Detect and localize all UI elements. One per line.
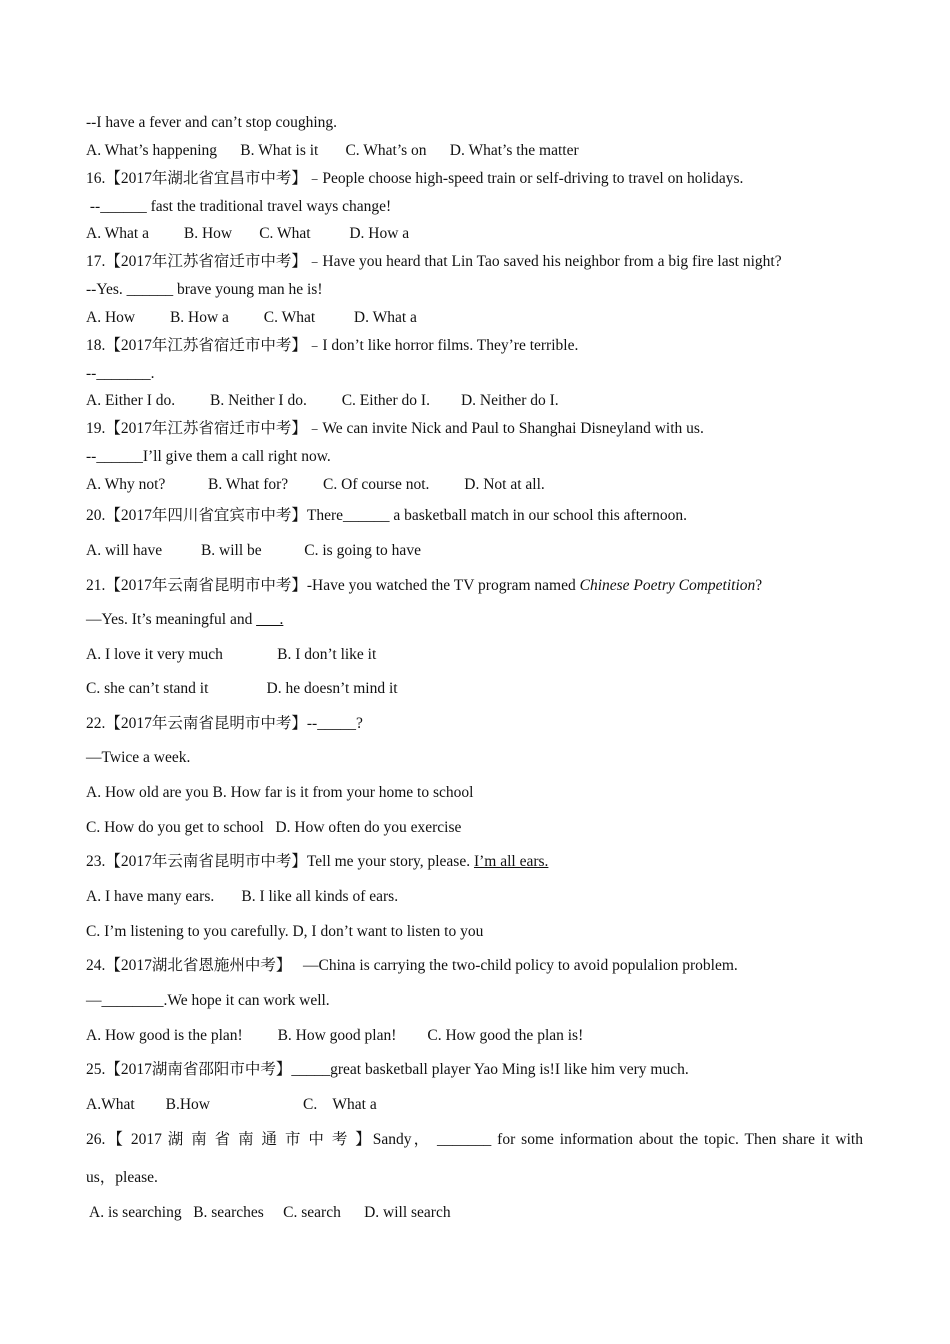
q20-options: A. will have B. will be C. is going to have	[86, 542, 421, 559]
q20-prompt: 20.【2017年四川省宜宾市中考】There______ a basketball match in our school this afternoon.	[86, 507, 687, 524]
q21-response	[86, 610, 283, 630]
q16-options: A. What a B. How C. What D. How a	[86, 225, 410, 242]
q19-options: A. Why not? B. What for? C. Of course not. D. Not at all.	[86, 476, 545, 493]
q22-prompt: 22.【2017年云南省昆明市中考】--_____?	[86, 715, 363, 732]
q19-response: --______I’ll give them a call right now.	[86, 448, 331, 465]
q21-lead: 21.【2017年云南省昆明市中考】-Have you watched the TV program named	[86, 577, 580, 594]
q21-reply-blank: ___.	[256, 611, 284, 628]
q24-options: A. How good is the plan! B. How good plan! C. How good the plan is!	[86, 1027, 584, 1044]
q21-options-ab: A. I love it very much B. I don’t like it	[86, 646, 377, 663]
q22-options-cd: C. How do you get to school D. How often do you exercise	[86, 819, 462, 836]
q15-response-line: --I have a fever and can’t stop coughing.	[86, 114, 338, 131]
q21-program-title: Chinese Poetry Competition	[579, 577, 756, 594]
q23-prompt	[86, 852, 548, 872]
q26-prompt-line2: us，please.	[86, 1169, 158, 1186]
q21-reply-lead: —Yes. It’s meaningful and	[86, 611, 257, 628]
q23-underlined-phrase: I’m all ears.	[473, 853, 549, 870]
q17-options: A. How B. How a C. What D. What a	[86, 309, 417, 326]
q16-prompt: 16.【2017年湖北省宜昌市中考】﹣People choose high-speed train or self-driving to travel on holidays.	[86, 170, 744, 187]
q26-options: A. is searching B. searches C. search D. will search	[86, 1204, 451, 1221]
q22-response: —Twice a week.	[86, 749, 191, 766]
q18-prompt: 18.【2017年江苏省宿迁市中考】﹣I don’t like horror films. They’re terrible.	[86, 337, 579, 354]
q16-response: --______ fast the traditional travel ways change!	[86, 198, 392, 215]
q23-lead: 23.【2017年云南省昆明市中考】Tell me your story, please.	[86, 853, 474, 870]
q17-prompt: 17.【2017年江苏省宿迁市中考】﹣Have you heard that Lin Tao saved his neighbor from a big fire last night?	[86, 253, 782, 270]
q22-options-ab: A. How old are you B. How far is it from your home to school	[86, 784, 474, 801]
q24-response: —________.We hope it can work well.	[86, 992, 330, 1009]
q25-prompt: 25.【2017湖南省邵阳市中考】_____great basketball player Yao Ming is!I like him very much.	[86, 1061, 689, 1078]
q26-prompt-line1: 26.【 2017 湖 南 省 南 通 市 中 考 】Sandy， _______ for some information about the topic. Then share it with	[86, 1131, 863, 1148]
q21-tail: ?	[755, 577, 763, 594]
q24-prompt: 24.【2017湖北省恩施州中考】 —China is carrying the two-child policy to avoid populalion problem.	[86, 957, 738, 974]
q19-prompt: 19.【2017年江苏省宿迁市中考】﹣We can invite Nick and Paul to Shanghai Disneyland with us.	[86, 420, 704, 437]
q15-options: A. What’s happening B. What is it C. What’s on D. What’s the matter	[86, 142, 579, 159]
q21-prompt	[86, 576, 762, 596]
q18-options: A. Either I do. B. Neither I do. C. Either do I. D. Neither do I.	[86, 392, 559, 409]
q23-options-cd: C. I’m listening to you carefully. D, I don’t want to listen to you	[86, 923, 484, 940]
q17-response: --Yes. ______ brave young man he is!	[86, 281, 323, 298]
q25-options: A.What B.How C. What a	[86, 1096, 377, 1113]
q23-options-ab: A. I have many ears. B. I like all kinds of ears.	[86, 888, 399, 905]
q18-response: --_______.	[86, 365, 155, 382]
q21-options-cd: C. she can’t stand it D. he doesn’t mind it	[86, 680, 398, 697]
